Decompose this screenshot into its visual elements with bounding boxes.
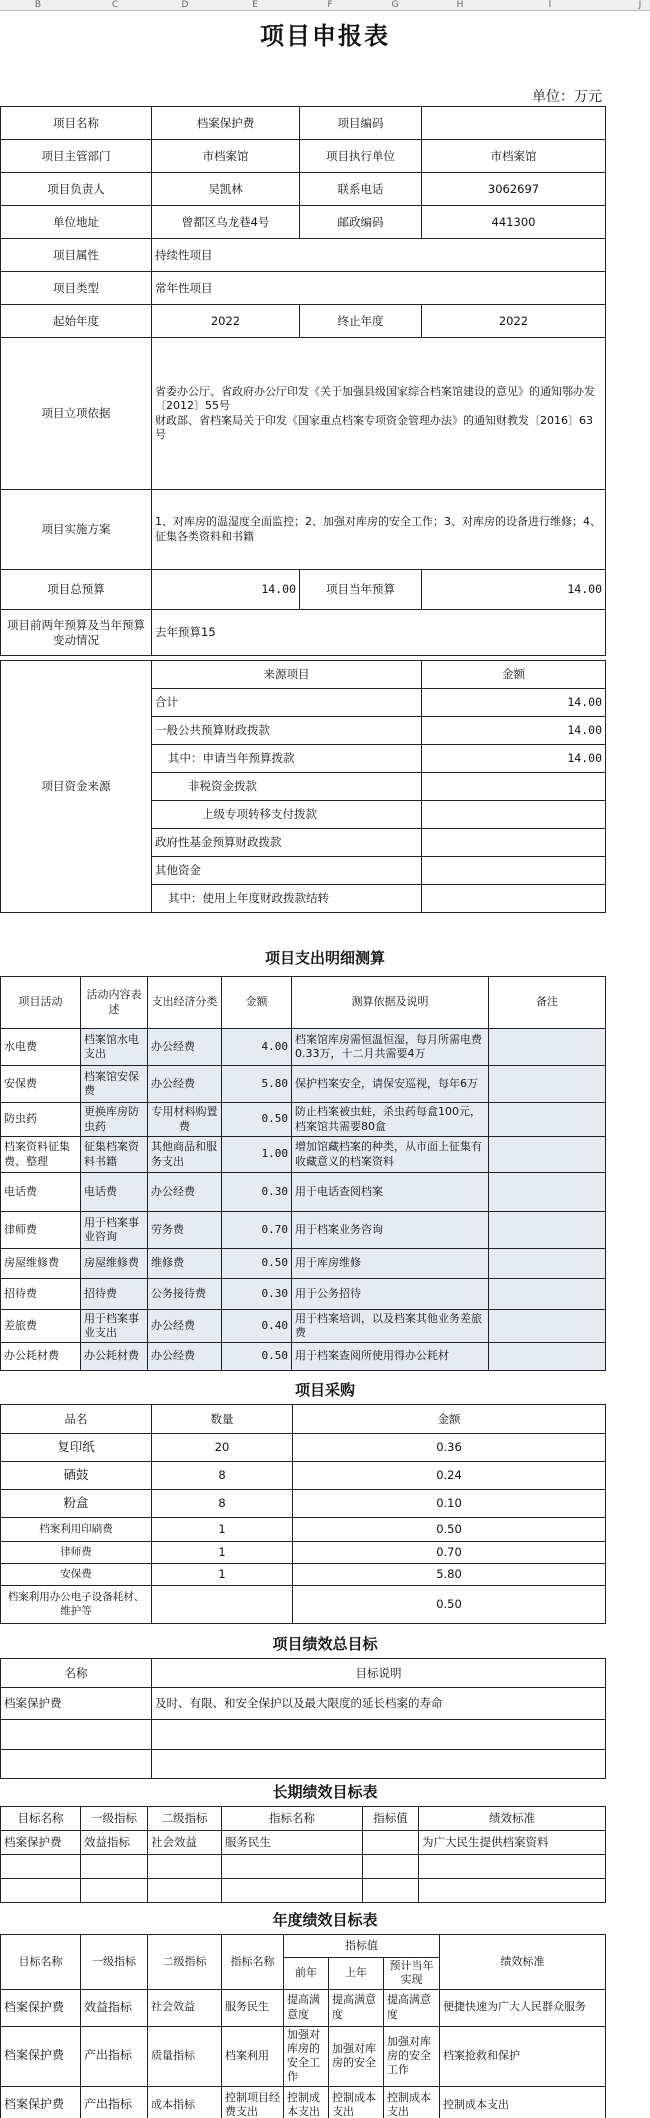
expense-basis[interactable]: 保护档案安全，请保安巡视，每年6万 xyxy=(292,1066,489,1103)
expense-content[interactable]: 档案馆水电支出 xyxy=(81,1029,148,1066)
expense-activity[interactable]: 档案资料征集费、整理 xyxy=(1,1137,81,1173)
table-row xyxy=(1,1434,606,1462)
perf-year-table xyxy=(0,1934,606,2118)
expense-note[interactable] xyxy=(489,1212,606,1249)
expense-title: 项目支出明细测算 xyxy=(264,949,385,967)
perf-long-name[interactable] xyxy=(222,1855,363,1879)
expense-basis[interactable]: 用于档案查阅所使用得办公耗材 xyxy=(292,1343,489,1371)
sub-header: 前年 xyxy=(284,1958,329,1990)
perf-year-l1[interactable]: 效益指标 xyxy=(81,1989,148,2026)
cell-value[interactable]: 14.00 xyxy=(422,570,606,610)
col-header: 指标值 xyxy=(284,1935,440,1958)
perf-long-target[interactable] xyxy=(1,1855,81,1879)
col-header: 指标名称 xyxy=(222,1807,363,1831)
col-header: 目标名称 xyxy=(1,1935,81,1990)
expense-activity[interactable]: 房屋维修费 xyxy=(1,1249,81,1279)
col-letter[interactable]: B xyxy=(34,0,42,10)
cell-label: 项目属性 xyxy=(1,239,152,272)
sub-header: 预计当年实现 xyxy=(384,1958,440,1990)
table-row xyxy=(1,1750,606,1779)
perf-long-name[interactable] xyxy=(222,1879,363,1903)
procurement-qty[interactable]: 1 xyxy=(152,1518,293,1542)
expense-content[interactable]: 招待费 xyxy=(81,1279,148,1310)
perf-year-v2[interactable]: 提高满意度 xyxy=(329,1989,384,2026)
perf-total-name[interactable]: 档案保护费 xyxy=(1,1688,152,1720)
perf-total-desc[interactable]: 及时、有限、和安全保护以及最大限度的延长档案的寿命 xyxy=(152,1688,606,1720)
col-header: 项目活动 xyxy=(1,977,81,1029)
col-header: 名称 xyxy=(1,1659,152,1688)
table-row xyxy=(1,2086,606,2118)
sub-header: 上年 xyxy=(329,1958,384,1990)
perf-long-l1[interactable] xyxy=(81,1879,148,1903)
procurement-qty[interactable]: 8 xyxy=(152,1490,293,1518)
table-row xyxy=(1,1564,606,1586)
expense-category[interactable]: 劳务费 xyxy=(148,1212,222,1249)
funding-source: 其中：使用上年度财政拨款结转 xyxy=(152,885,422,913)
perf-year-target[interactable]: 档案保护费 xyxy=(1,2086,81,2118)
perf-long-standard[interactable]: 为广大民生提供档案资料 xyxy=(419,1831,606,1855)
perf-year-v2[interactable]: 加强对库房的安全 xyxy=(329,2026,384,2086)
perf-long-target[interactable]: 档案保护费 xyxy=(1,1831,81,1855)
table-row xyxy=(1,1310,606,1343)
procurement-amount[interactable]: 0.36 xyxy=(293,1434,606,1462)
cell-value[interactable]: 市档案馆 xyxy=(152,140,300,173)
perf-total-title: 项目绩效总目标 xyxy=(272,1635,378,1653)
funding-amount[interactable] xyxy=(422,801,606,829)
table-row xyxy=(1,1586,606,1624)
perf-long-l2[interactable] xyxy=(148,1879,222,1903)
col-header: 一级指标 xyxy=(81,1807,148,1831)
expense-basis[interactable]: 用于档案培训，以及档案其他业务差旅费 xyxy=(292,1310,489,1343)
expense-category[interactable]: 公务接待费 xyxy=(148,1279,222,1310)
col-header: 金额 xyxy=(422,661,606,689)
expense-category[interactable]: 办公经费 xyxy=(148,1310,222,1343)
perf-year-section xyxy=(0,1934,605,2118)
expense-content[interactable]: 更换库房防虫药 xyxy=(81,1103,148,1137)
expense-amount[interactable]: 0.50 xyxy=(222,1343,292,1371)
expense-note[interactable] xyxy=(489,1029,606,1066)
table-row xyxy=(1,1989,606,2026)
col-header: 备注 xyxy=(489,977,606,1029)
cell-value[interactable]: 常年性项目 xyxy=(152,272,606,305)
cell-label: 终止年度 xyxy=(300,305,422,338)
expense-amount[interactable]: 0.50 xyxy=(222,1249,292,1279)
procurement-name[interactable]: 粉盒 xyxy=(1,1490,152,1518)
funding-amount[interactable]: 14.00 xyxy=(422,717,606,745)
procurement-table xyxy=(0,1404,606,1624)
perf-year-l1[interactable]: 产出指标 xyxy=(81,2086,148,2118)
expense-activity[interactable]: 招待费 xyxy=(1,1279,81,1310)
cell-label: 项目立项依据 xyxy=(1,338,152,490)
expense-basis[interactable]: 用于电话查阅档案 xyxy=(292,1173,489,1212)
expense-amount[interactable]: 0.30 xyxy=(222,1279,292,1310)
procurement-qty[interactable]: 20 xyxy=(152,1434,293,1462)
col-letter[interactable]: J xyxy=(638,0,642,10)
col-header: 金额 xyxy=(222,977,292,1029)
cell-value[interactable]: 14.00 xyxy=(152,570,300,610)
cell-label: 项目总预算 xyxy=(1,570,152,610)
cell-label: 项目当年预算 xyxy=(300,570,422,610)
perf-long-table xyxy=(0,1806,606,1903)
perf-total-section xyxy=(0,1658,605,1779)
cell-value[interactable]: 3062697 xyxy=(422,173,606,206)
cell-label: 联系电话 xyxy=(300,173,422,206)
perf-year-v1[interactable]: 加强对库房的安全工作 xyxy=(284,2026,329,2086)
procurement-name[interactable]: 律师费 xyxy=(1,1542,152,1564)
perf-year-l2[interactable]: 社会效益 xyxy=(148,1989,222,2026)
expense-note[interactable] xyxy=(489,1310,606,1343)
cell-value[interactable]: 1、对库房的温湿度全面监控；2、加强对库房的安全工作；3、对库房的设备进行维修；4、征集各类资料和书籍 xyxy=(152,490,606,570)
col-header: 指标名称 xyxy=(222,1935,284,1990)
expense-basis[interactable]: 用于档案业务咨询 xyxy=(292,1212,489,1249)
expense-category[interactable]: 办公经费 xyxy=(148,1066,222,1103)
procurement-name[interactable]: 档案利用办公电子设备耗材、维护等 xyxy=(1,1586,152,1624)
expense-category[interactable]: 专用材料购置费 xyxy=(148,1103,222,1137)
perf-long-l2[interactable]: 社会效益 xyxy=(148,1831,222,1855)
basic-info-section xyxy=(0,106,605,656)
expense-activity[interactable]: 律师费 xyxy=(1,1212,81,1249)
funding-table xyxy=(0,660,606,913)
table-row xyxy=(1,2026,606,2086)
procurement-section xyxy=(0,1404,605,1624)
col-header: 活动内容表述 xyxy=(81,977,148,1029)
funding-section xyxy=(0,660,605,913)
cell-label: 单位地址 xyxy=(1,206,152,239)
cell-value[interactable]: 2022 xyxy=(152,305,300,338)
funding-source: 一般公共预算财政拨款 xyxy=(152,717,422,745)
procurement-amount[interactable]: 0.50 xyxy=(293,1586,606,1624)
perf-year-v1[interactable]: 控制成本支出 xyxy=(284,2086,329,2118)
perf-long-title: 长期绩效目标表 xyxy=(272,1783,378,1801)
expense-note[interactable] xyxy=(489,1279,606,1310)
expense-category[interactable]: 办公经费 xyxy=(148,1343,222,1371)
procurement-amount[interactable]: 0.50 xyxy=(293,1518,606,1542)
table-row xyxy=(1,1831,606,1855)
expense-activity[interactable]: 电话费 xyxy=(1,1173,81,1212)
expense-note[interactable] xyxy=(489,1249,606,1279)
funding-source: 其他资金 xyxy=(152,857,422,885)
perf-long-value[interactable] xyxy=(363,1831,419,1855)
unit-label: 单位：万元 xyxy=(532,89,602,105)
table-row xyxy=(1,1518,606,1542)
perf-long-value[interactable] xyxy=(363,1855,419,1879)
expense-note[interactable] xyxy=(489,1103,606,1137)
perf-long-l1[interactable]: 效益指标 xyxy=(81,1831,148,1855)
expense-category[interactable]: 办公经费 xyxy=(148,1029,222,1066)
perf-year-target[interactable]: 档案保护费 xyxy=(1,2026,81,2086)
perf-year-target[interactable]: 档案保护费 xyxy=(1,1989,81,2026)
expense-amount[interactable]: 0.30 xyxy=(222,1173,292,1212)
cell-value[interactable]: 市档案馆 xyxy=(422,140,606,173)
procurement-name[interactable]: 硒鼓 xyxy=(1,1462,152,1490)
perf-year-l2[interactable]: 质量指标 xyxy=(148,2026,222,2086)
cell-value[interactable]: 吴凯林 xyxy=(152,173,300,206)
expense-basis[interactable]: 用于公务招待 xyxy=(292,1279,489,1310)
procurement-amount[interactable]: 0.70 xyxy=(293,1542,606,1564)
expense-amount[interactable]: 4.00 xyxy=(222,1029,292,1066)
perf-year-standard[interactable]: 控制成本支出 xyxy=(440,2086,606,2118)
perf-total-name[interactable] xyxy=(1,1720,152,1750)
funding-amount[interactable]: 14.00 xyxy=(422,689,606,717)
expense-note[interactable] xyxy=(489,1066,606,1103)
expense-content[interactable]: 用于档案事业支出 xyxy=(81,1310,148,1343)
procurement-amount[interactable]: 0.10 xyxy=(293,1490,606,1518)
expense-amount[interactable]: 0.50 xyxy=(222,1103,292,1137)
cell-value[interactable]: 去年预算15 xyxy=(152,610,606,656)
funding-amount[interactable] xyxy=(422,773,606,801)
col-header: 支出经济分类 xyxy=(148,977,222,1029)
col-header: 测算依据及说明 xyxy=(292,977,489,1029)
cell-value[interactable]: 省委办公厅、省政府办公厅印发《关于加强县级国家综合档案馆建设的意见》的通知鄂办发〔2012〕55号 财政部、省档案局关于印发《国家重点档案专项资金管理办法》的通知财教发〔2016〕63号 xyxy=(152,338,606,490)
cell-label: 项目负责人 xyxy=(1,173,152,206)
col-letter[interactable]: D xyxy=(181,0,189,10)
expense-note[interactable] xyxy=(489,1137,606,1173)
col-header: 二级指标 xyxy=(148,1807,222,1831)
expense-amount[interactable]: 0.70 xyxy=(222,1212,292,1249)
perf-year-v3[interactable]: 控制成本支出 xyxy=(384,2086,440,2118)
expense-section xyxy=(0,976,605,1371)
expense-activity[interactable]: 水电费 xyxy=(1,1029,81,1066)
perf-year-name[interactable]: 档案利用 xyxy=(222,2026,284,2086)
expense-content[interactable]: 征集档案资料书籍 xyxy=(81,1137,148,1173)
cell-value[interactable]: 档案保护费 xyxy=(152,107,300,140)
perf-long-target[interactable] xyxy=(1,1879,81,1903)
col-header: 绩效标准 xyxy=(419,1807,606,1831)
expense-note[interactable] xyxy=(489,1173,606,1212)
cell-label: 邮政编码 xyxy=(300,206,422,239)
perf-year-name[interactable]: 控制项目经费支出 xyxy=(222,2086,284,2118)
table-row xyxy=(1,1029,606,1066)
expense-basis[interactable]: 防止档案被虫蛀，杀虫药每盒100元，档案馆共需要80盒 xyxy=(292,1103,489,1137)
funding-amount[interactable]: 14.00 xyxy=(422,745,606,773)
cell-label: 项目编码 xyxy=(300,107,422,140)
perf-long-value[interactable] xyxy=(363,1879,419,1903)
col-header: 目标说明 xyxy=(152,1659,606,1688)
expense-category[interactable]: 维修费 xyxy=(148,1249,222,1279)
cell-value[interactable]: 441300 xyxy=(422,206,606,239)
cell-value[interactable]: 曾都区乌龙巷4号 xyxy=(152,206,300,239)
col-header: 一级指标 xyxy=(81,1935,148,1990)
expense-amount[interactable]: 5.80 xyxy=(222,1066,292,1103)
funding-amount[interactable] xyxy=(422,885,606,913)
table-row xyxy=(1,1542,606,1564)
perf-long-standard[interactable] xyxy=(419,1855,606,1879)
expense-amount[interactable]: 1.00 xyxy=(222,1137,292,1173)
expense-content[interactable]: 档案馆安保费 xyxy=(81,1066,148,1103)
expense-amount[interactable]: 0.40 xyxy=(222,1310,292,1343)
perf-year-v3[interactable]: 加强对库房的安全工作 xyxy=(384,2026,440,2086)
col-letter[interactable]: C xyxy=(111,0,119,10)
cell-value[interactable]: 2022 xyxy=(422,305,606,338)
procurement-name[interactable]: 复印纸 xyxy=(1,1434,152,1462)
perf-year-l1[interactable]: 产出指标 xyxy=(81,2026,148,2086)
perf-long-standard[interactable] xyxy=(419,1879,606,1903)
table-row xyxy=(1,1212,606,1249)
cell-label: 项目实施方案 xyxy=(1,490,152,570)
cell-label: 起始年度 xyxy=(1,305,152,338)
procurement-qty[interactable]: 1 xyxy=(152,1564,293,1586)
perf-long-name[interactable]: 服务民生 xyxy=(222,1831,363,1855)
col-header: 数量 xyxy=(152,1405,293,1434)
perf-year-standard[interactable]: 档案抢救和保护 xyxy=(440,2026,606,2086)
col-letter[interactable]: F xyxy=(327,0,333,10)
expense-table xyxy=(0,976,606,1371)
procurement-title: 项目采购 xyxy=(294,1381,355,1399)
cell-value[interactable] xyxy=(422,107,606,140)
perf-total-desc[interactable] xyxy=(152,1750,606,1779)
procurement-amount[interactable]: 0.24 xyxy=(293,1462,606,1490)
col-header: 指标值 xyxy=(363,1807,419,1831)
col-header: 金额 xyxy=(293,1405,606,1434)
perf-year-title: 年度绩效目标表 xyxy=(272,1911,378,1929)
table-row xyxy=(1,1343,606,1371)
expense-activity[interactable]: 差旅费 xyxy=(1,1310,81,1343)
funding-source: 政府性基金预算财政拨款 xyxy=(152,829,422,857)
expense-basis[interactable]: 增加馆藏档案的种类，从市面上征集有收藏意义的档案资料 xyxy=(292,1137,489,1173)
expense-basis[interactable]: 用于库房维修 xyxy=(292,1249,489,1279)
col-letter[interactable]: H xyxy=(456,0,464,10)
col-letter[interactable]: G xyxy=(391,0,399,10)
cell-label: 项目名称 xyxy=(1,107,152,140)
perf-year-name[interactable]: 服务民生 xyxy=(222,1989,284,2026)
procurement-qty[interactable]: 1 xyxy=(152,1542,293,1564)
perf-total-table xyxy=(0,1658,606,1779)
table-row xyxy=(1,1137,606,1173)
funding-label: 项目资金来源 xyxy=(1,661,152,913)
cell-label: 项目类型 xyxy=(1,272,152,305)
perf-year-v2[interactable]: 控制成本支出 xyxy=(329,2086,384,2118)
perf-year-v3[interactable]: 提高满意度 xyxy=(384,1989,440,2026)
perf-long-l1[interactable] xyxy=(81,1855,148,1879)
col-header: 来源项目 xyxy=(152,661,422,689)
page-title: 项目申报表 xyxy=(260,22,390,50)
table-row xyxy=(1,1879,606,1903)
col-header: 目标名称 xyxy=(1,1807,81,1831)
table-row xyxy=(1,1462,606,1490)
cell-value[interactable]: 持续性项目 xyxy=(152,239,606,272)
sheet-column-header xyxy=(0,0,650,11)
cell-label: 项目执行单位 xyxy=(300,140,422,173)
expense-basis[interactable]: 档案馆库房需恒温恒湿，每月所需电费0.33万，十二月共需要4万 xyxy=(292,1029,489,1066)
perf-year-standard[interactable]: 便捷快速为广大人民群众服务 xyxy=(440,1989,606,2026)
funding-amount[interactable] xyxy=(422,829,606,857)
funding-source: 非税资金拨款 xyxy=(152,773,422,801)
perf-total-name[interactable] xyxy=(1,1750,152,1779)
expense-content[interactable]: 用于档案事业咨询 xyxy=(81,1212,148,1249)
perf-long-l2[interactable] xyxy=(148,1855,222,1879)
funding-amount[interactable] xyxy=(422,857,606,885)
table-row xyxy=(1,1066,606,1103)
col-header: 品名 xyxy=(1,1405,152,1434)
col-header: 绩效标准 xyxy=(440,1935,606,1990)
table-row xyxy=(1,1103,606,1137)
procurement-qty[interactable] xyxy=(152,1586,293,1624)
expense-content[interactable]: 电话费 xyxy=(81,1173,148,1212)
funding-source: 合计 xyxy=(152,689,422,717)
procurement-name[interactable]: 安保费 xyxy=(1,1564,152,1586)
table-row xyxy=(1,1688,606,1720)
perf-year-l2[interactable]: 成本指标 xyxy=(148,2086,222,2118)
funding-source: 其中：申请当年预算拨款 xyxy=(152,745,422,773)
perf-long-section xyxy=(0,1806,605,1903)
table-row xyxy=(1,1249,606,1279)
perf-total-desc[interactable] xyxy=(152,1720,606,1750)
perf-year-v1[interactable]: 提高满意度 xyxy=(284,1989,329,2026)
funding-source: 上级专项转移支付拨款 xyxy=(152,801,422,829)
cell-label: 项目前两年预算及当年预算变动情况 xyxy=(1,610,152,656)
expense-note[interactable] xyxy=(489,1343,606,1371)
expense-activity[interactable]: 安保费 xyxy=(1,1066,81,1103)
expense-content[interactable]: 房屋维修费 xyxy=(81,1249,148,1279)
table-row xyxy=(1,1173,606,1212)
expense-content[interactable]: 办公耗材费 xyxy=(81,1343,148,1371)
table-row xyxy=(1,1490,606,1518)
procurement-name[interactable]: 档案利用印刷费 xyxy=(1,1518,152,1542)
expense-category[interactable]: 办公经费 xyxy=(148,1173,222,1212)
table-row xyxy=(1,1720,606,1750)
procurement-qty[interactable]: 8 xyxy=(152,1462,293,1490)
table-row xyxy=(1,1855,606,1879)
table-row xyxy=(1,1279,606,1310)
procurement-amount[interactable]: 5.80 xyxy=(293,1564,606,1586)
col-header: 二级指标 xyxy=(148,1935,222,1990)
expense-activity[interactable]: 防虫药 xyxy=(1,1103,81,1137)
cell-label: 项目主管部门 xyxy=(1,140,152,173)
col-letter[interactable]: I xyxy=(548,0,552,10)
col-letter[interactable]: E xyxy=(252,0,258,10)
basic-info-table xyxy=(0,106,606,656)
expense-category[interactable]: 其他商品和服务支出 xyxy=(148,1137,222,1173)
expense-activity[interactable]: 办公耗材费 xyxy=(1,1343,81,1371)
